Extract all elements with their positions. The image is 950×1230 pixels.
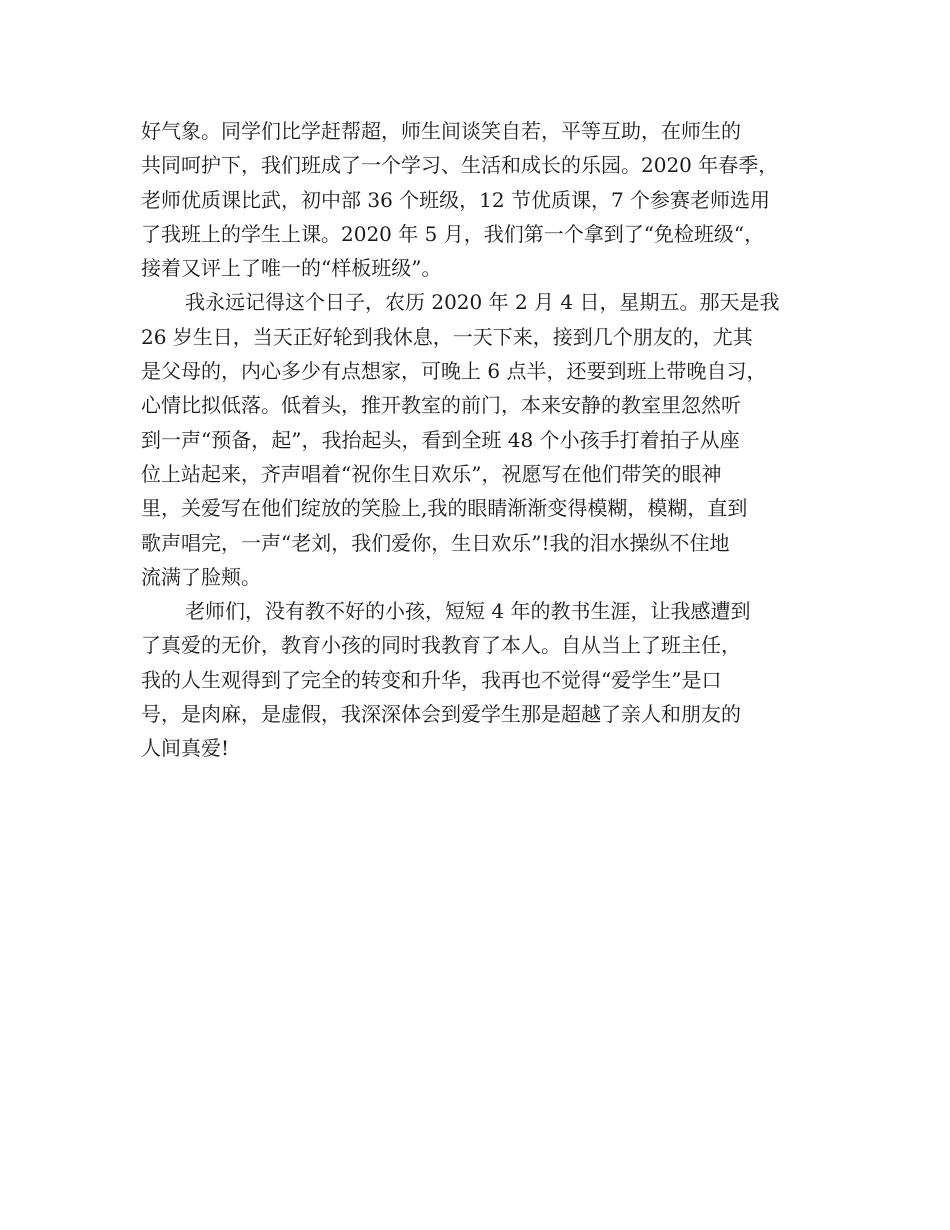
paragraph-1 <box>141 114 821 285</box>
text-line: 26 岁生日，当天正好轮到我休息，一天下来，接到几个朋友的，尤其 <box>141 324 753 349</box>
text-line: 位上站起来，齐声唱着“祝你生日欢乐”，祝愿写在他们带笑的眼神 <box>141 461 722 486</box>
text-line: 接着又评上了唯一的“样板班级”。 <box>141 256 442 281</box>
text-line: 了我班上的学生上课。2020 年 5 月，我们第一个拿到了“免检班级“， <box>141 221 765 246</box>
text-line: 是父母的，内心多少有点想家，可晚上 6 点半，还要到班上带晚自习， <box>141 359 767 384</box>
text-line: 人间真爱! <box>141 736 230 761</box>
text-line: 流满了脸颊。 <box>141 564 261 589</box>
text-line: 歌声唱完，一声“老刘，我们爱你，生日欢乐”!我的泪水操纵不住地 <box>141 530 730 555</box>
text-line: 里，关爱写在他们绽放的笑脸上,我的眼睛渐渐变得模糊，模糊，直到 <box>141 496 748 521</box>
text-line: 我永远记得这个日子，农历 2020 年 2 月 4 日，星期五。那天是我 <box>185 290 780 315</box>
text-line: 老师们，没有教不好的小孩，短短 4 年的教书生涯，让我感遭到 <box>185 599 751 624</box>
text-line: 好气象。同学们比学赶帮超，师生间谈笑自若，平等互助，在师生的 <box>141 119 741 143</box>
paragraph-3 <box>141 594 821 765</box>
text-line: 老师优质课比武，初中部 36 个班级，12 节优质课，7 个参赛老师选用 <box>141 187 771 212</box>
text-line: 共同呵护下，我们班成了一个学习、生活和成长的乐园。2020 年春季， <box>141 153 779 178</box>
paragraph-2 <box>141 285 821 594</box>
text-line: 号，是肉麻，是虚假，我深深体会到爱学生那是超越了亲人和朋友的 <box>141 702 741 727</box>
text-line: 心情比拟低落。低着头，推开教室的前门，本来安静的教室里忽然听 <box>141 393 741 418</box>
text-line: 了真爱的无价，教育小孩的同时我教育了本人。自从当上了班主任， <box>141 633 741 658</box>
body-text <box>141 114 821 766</box>
text-line: 我的人生观得到了完全的转变和升华，我再也不觉得“爱学生”是口 <box>141 667 722 692</box>
text-line: 到一声“预备，起”，我抬起头，看到全班 48 个小孩手打着拍子从座 <box>141 427 740 452</box>
